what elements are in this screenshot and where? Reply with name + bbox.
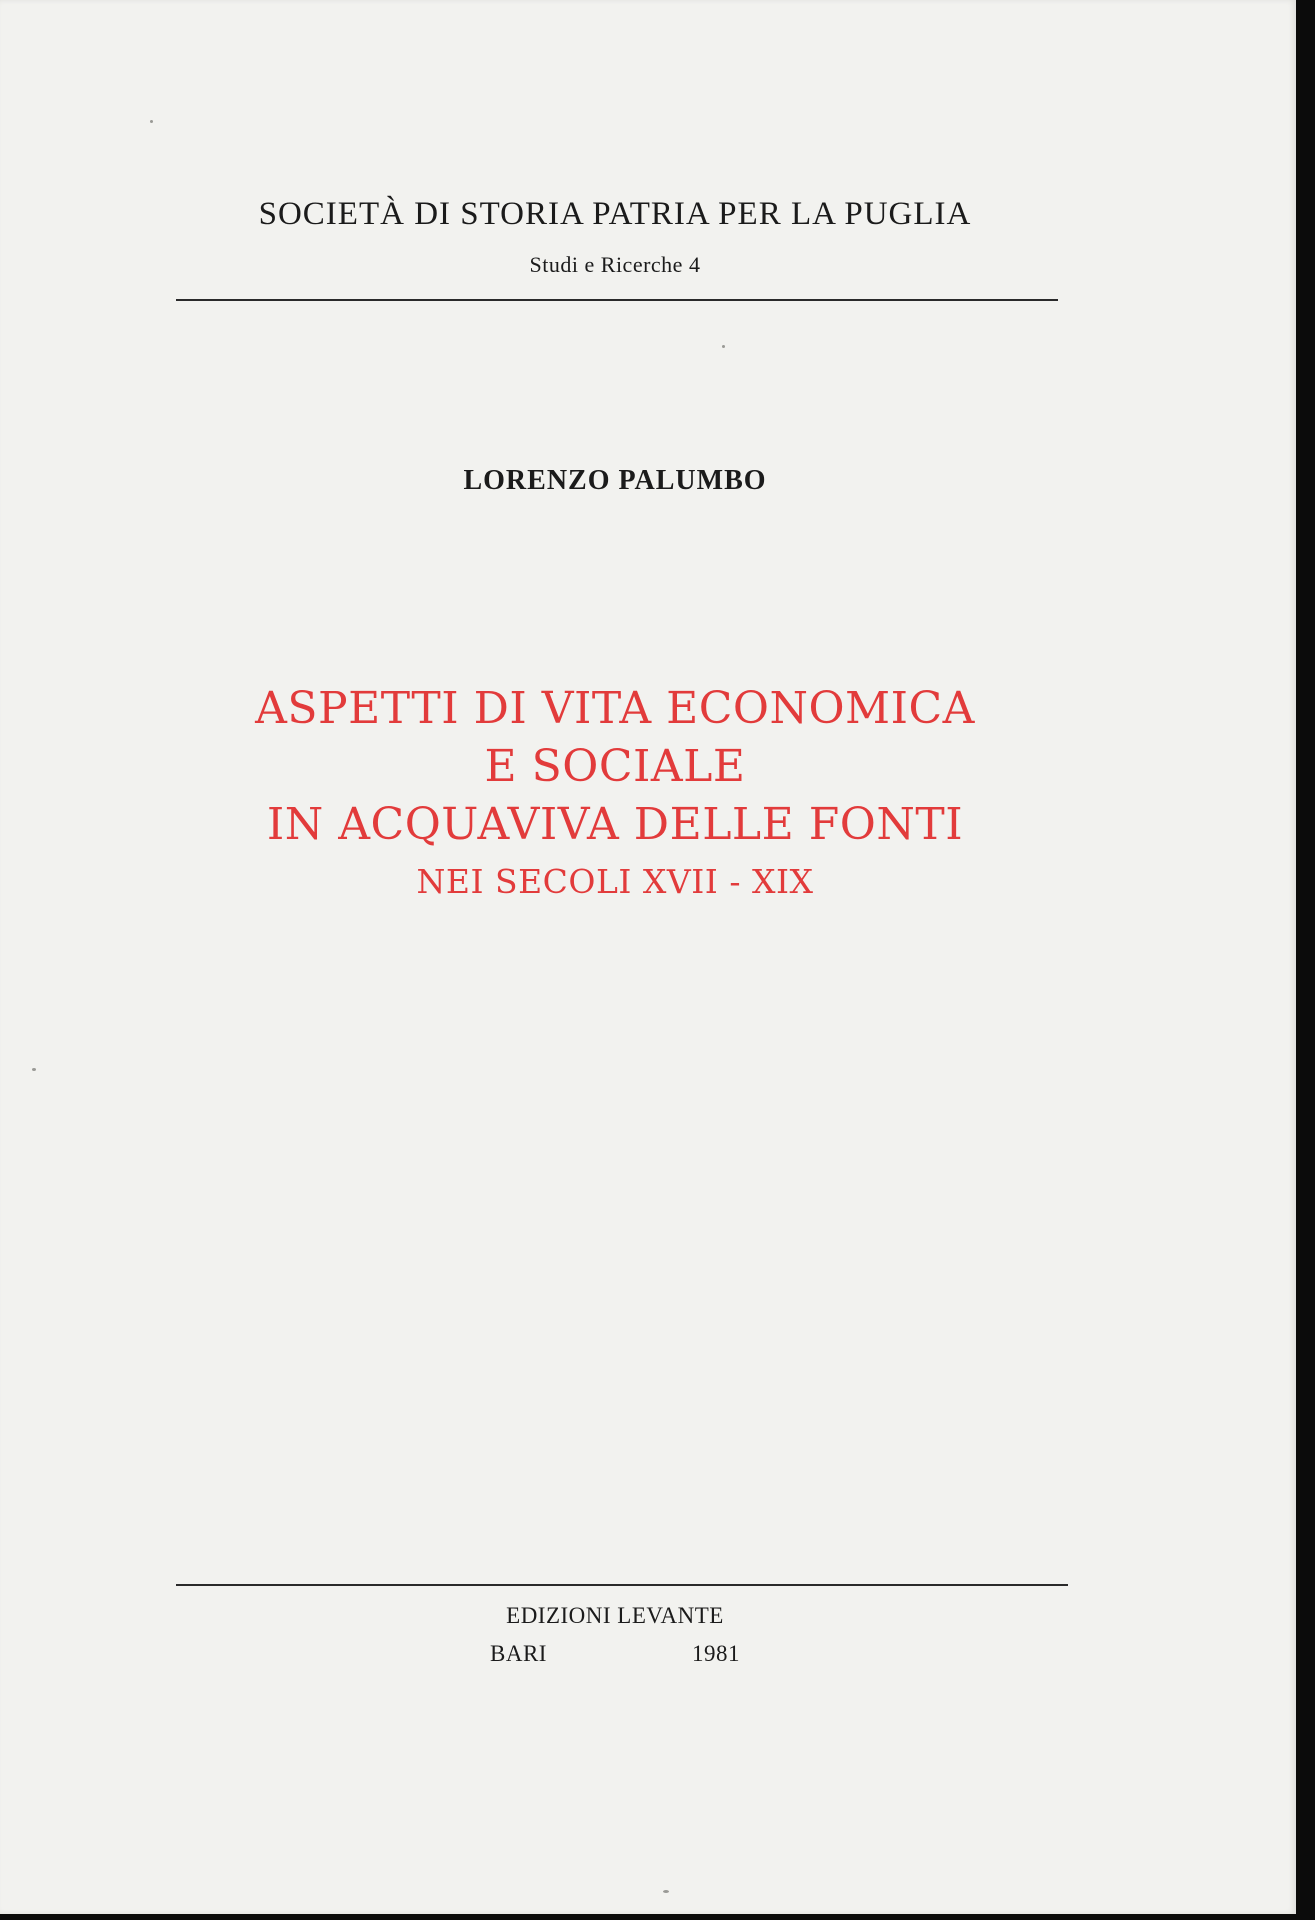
paper-speck [722, 345, 725, 348]
series-title: SOCIETÀ DI STORIA PATRIA PER LA PUGLIA [258, 196, 972, 232]
paper-speck [663, 1890, 669, 1893]
title-subline: NEI SECOLI XVII - XIX [416, 862, 814, 901]
paper-speck [32, 1068, 36, 1071]
title-line-2: E SOCIALE [484, 741, 746, 792]
title-line-3: IN ACQUAVIVA DELLE FONTI [266, 799, 964, 850]
author-name: LORENZO PALUMBO [463, 465, 767, 496]
book-title [0, 680, 1230, 906]
publisher-city-year [0, 1635, 1230, 1673]
top-divider [176, 299, 1058, 301]
publisher-block [0, 1597, 1230, 1673]
series-subtitle: Studi e Ricerche 4 [529, 252, 701, 277]
paper-speck [150, 120, 153, 123]
bottom-divider [176, 1584, 1068, 1586]
publisher-city: BARI [490, 1641, 547, 1666]
publisher-name: EDIZIONI LEVANTE [506, 1603, 724, 1628]
publication-year: 1981 [692, 1641, 740, 1666]
title-line-1: ASPETTI DI VITA ECONOMICA [255, 683, 975, 734]
